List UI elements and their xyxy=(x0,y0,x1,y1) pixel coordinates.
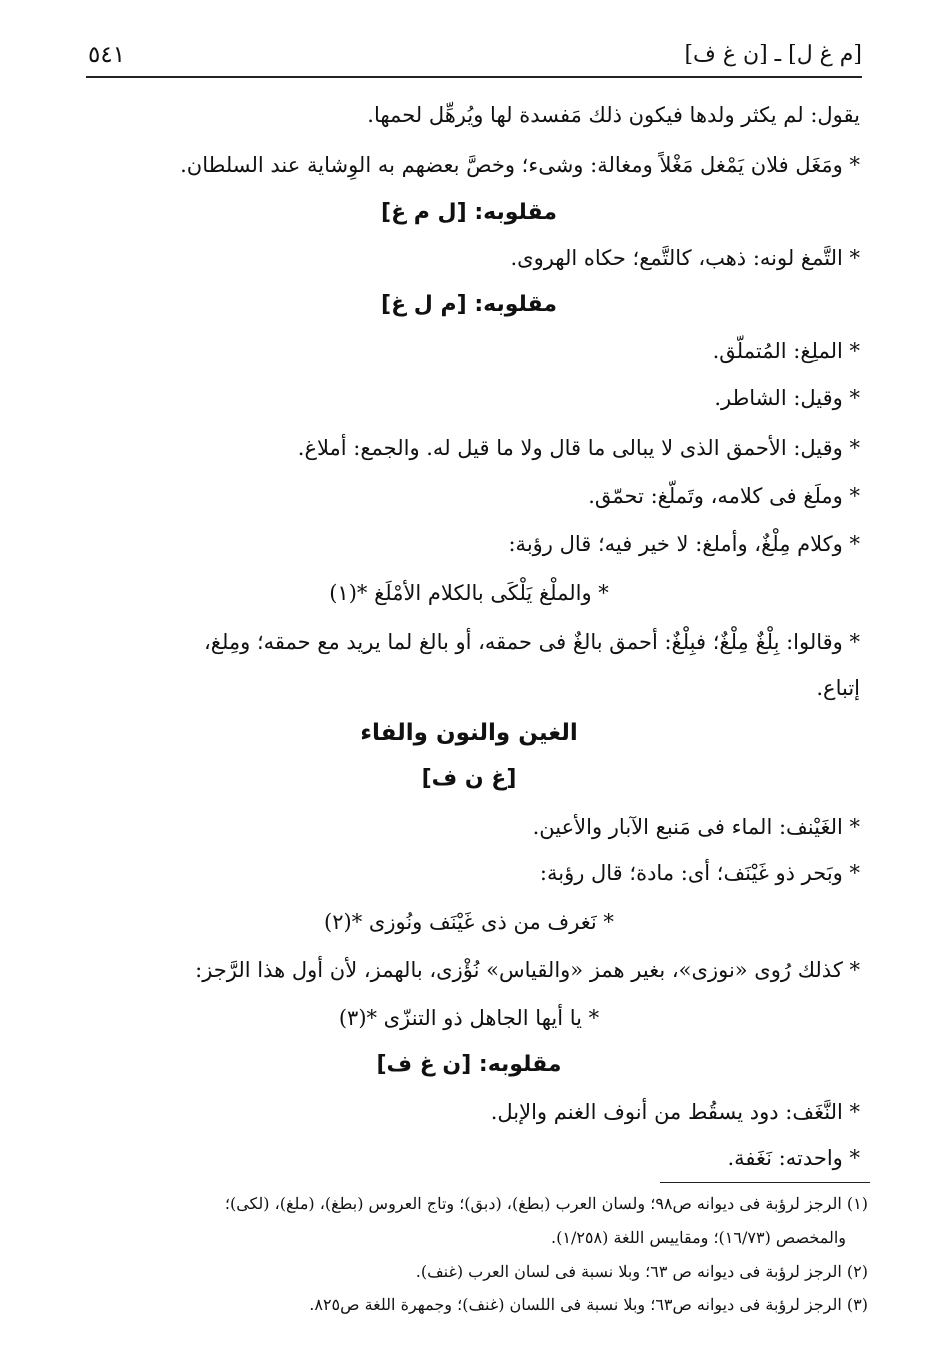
footnote-divider xyxy=(660,1182,870,1183)
verse-line: * يا أيها الجاهل ذو التنزّى *(٣) xyxy=(338,1006,600,1030)
text-line: يقول: لم يكثر ولدها فيكون ذلك مَفسدة لها ويُرهِّل لحمها. xyxy=(367,103,860,127)
footnote: (٢) الرجز لرؤبة فى ديوانه ص ٦٣؛ وبلا نسبة فى لسان العرب (غنف). xyxy=(415,1262,868,1281)
entry-line: * وملَغ فى كلامه، وتَملّغ: تحمّق. xyxy=(588,484,860,508)
chapter-heading: الغين والنون والفاء xyxy=(360,720,578,746)
verse-line: * والملْغ يَلْكَى بالكلام الأمْلَغ *(١) xyxy=(329,581,609,605)
root-heading-gnf: [غ ن ف] xyxy=(421,766,517,791)
footnote: (٣) الرجز لرؤبة فى ديوانه ص٦٣؛ وبلا نسبة فى اللسان (غنف)؛ وجمهرة اللغة ص٨٢٥. xyxy=(309,1295,868,1314)
entry-line: * التَّمغ لونه: ذهب، كالتَّمع؛ حكاه الهروى. xyxy=(510,246,860,270)
footnote: (١) الرجز لرؤبة فى ديوانه ص٩٨؛ ولسان العرب (بطغ)، (دبق)؛ وتاج العروس (بطغ)، (ملغ)، (لكى)؛ xyxy=(224,1194,868,1213)
entry-line: * الغَيْنف: الماء فى مَنبع الآبار والأعين. xyxy=(532,815,860,839)
entry-line: * وبَحر ذو غَيْنَف؛ أى: مادة؛ قال رؤبة: xyxy=(539,861,860,885)
page-number: ٥٤١ xyxy=(88,42,126,68)
section-heading-ngf: مقلوبه: [ن غ ف] xyxy=(376,1052,562,1077)
running-head: [م غ ل] ـ [ن غ ف] xyxy=(684,42,862,67)
section-heading-lmg: مقلوبه: [ل م غ] xyxy=(381,200,557,225)
footnote-continuation: والمخصص (١٦/٧٣)؛ ومقاييس اللغة (١/٢٥٨). xyxy=(551,1228,846,1247)
entry-line: * واحدته: نَغَفة. xyxy=(727,1146,860,1170)
entry-line: * وقالوا: بِلْغٌ مِلْغٌ؛ فبِلْغٌ: أحمق بالغٌ فى حمقه، أو بالغ لما يريد مع حمقه؛ ومِلغ، xyxy=(203,630,860,654)
entry-line: * وقيل: الشاطر. xyxy=(714,386,860,410)
text-line: إتباع. xyxy=(816,676,860,700)
entry-line: * كذلك رُوى «نوزى»، بغير همز «والقياس» نُؤْزى، بالهمز، لأن أول هذا الرَّجز: xyxy=(195,958,860,982)
entry-line: * وكلام مِلْغٌ، وأملغ: لا خير فيه؛ قال رؤبة: xyxy=(508,532,860,556)
verse-line: * نَغرف من ذى غَيْنَف ونُوزى *(٢) xyxy=(324,910,614,934)
section-heading-mlg: مقلوبه: [م ل غ] xyxy=(381,292,557,317)
entry-line: * وقيل: الأحمق الذى لا يبالى ما قال ولا ما قيل له. والجمع: أملاغ. xyxy=(297,436,860,460)
entry-line: * ومَغَل فلان يَمْغل مَغْلاً ومغالة: وشىء؛ وخصَّ بعضهم به الوِشاية عند السلطان. xyxy=(180,153,860,177)
entry-line: * النَّغَف: دود يسقُط من أنوف الغنم والإبل. xyxy=(490,1100,860,1124)
page-header xyxy=(86,36,862,78)
entry-line: * الملِغ: المُتملّق. xyxy=(712,339,860,363)
